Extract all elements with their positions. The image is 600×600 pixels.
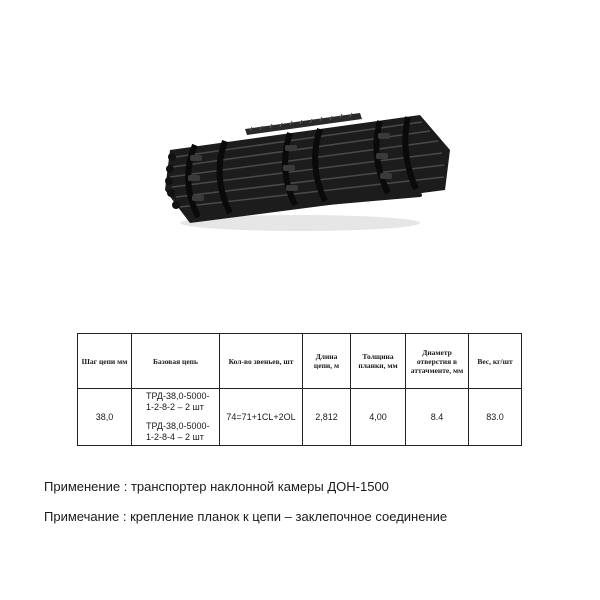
- application-text: транспортер наклонной камеры ДОН-1500: [130, 479, 389, 494]
- header-base-chain: Базовая цепь: [132, 334, 220, 389]
- remark-separator: :: [119, 509, 131, 524]
- header-pitch: Шаг цепи мм: [78, 334, 132, 389]
- cell-links: 74=71+1CL+2OL: [220, 389, 303, 446]
- base-chain-line: ТРД-38,0-5000-: [146, 421, 210, 431]
- cell-thickness: 4,00: [351, 389, 406, 446]
- chain-conveyor-photo: [150, 95, 460, 235]
- remark-label: Примечание: [44, 509, 120, 524]
- table-row: [78, 389, 522, 446]
- remark-text: крепление планок к цепи – заклепочное соединение: [130, 509, 448, 524]
- cell-pitch: 38,0: [78, 389, 132, 446]
- base-chain-line: ТРД-38,0-5000-: [146, 391, 210, 401]
- cell-hole-diameter: 8.4: [406, 389, 469, 446]
- header-links: Кол-во звеньев, шт: [220, 334, 303, 389]
- table-header-row: [78, 334, 522, 389]
- cell-length: 2,812: [303, 389, 351, 446]
- cell-weight: 83.0: [469, 389, 522, 446]
- cell-base-chain: [132, 389, 220, 446]
- header-hole-diameter: Диаметр отверстия в аттачменте, мм: [406, 334, 469, 389]
- base-chain-line: 1-2-8-2 – 2 шт: [146, 402, 204, 412]
- application-label: Применение: [44, 479, 121, 494]
- spec-table: [77, 333, 522, 446]
- application-note: [44, 479, 389, 494]
- remark-note: [44, 509, 447, 524]
- base-chain-line: 1-2-8-4 – 2 шт: [146, 432, 204, 442]
- application-separator: :: [120, 479, 131, 494]
- header-thickness: Толщина планки, мм: [351, 334, 406, 389]
- header-length: Длина цепи, м: [303, 334, 351, 389]
- header-weight: Вес, кг/шт: [469, 334, 522, 389]
